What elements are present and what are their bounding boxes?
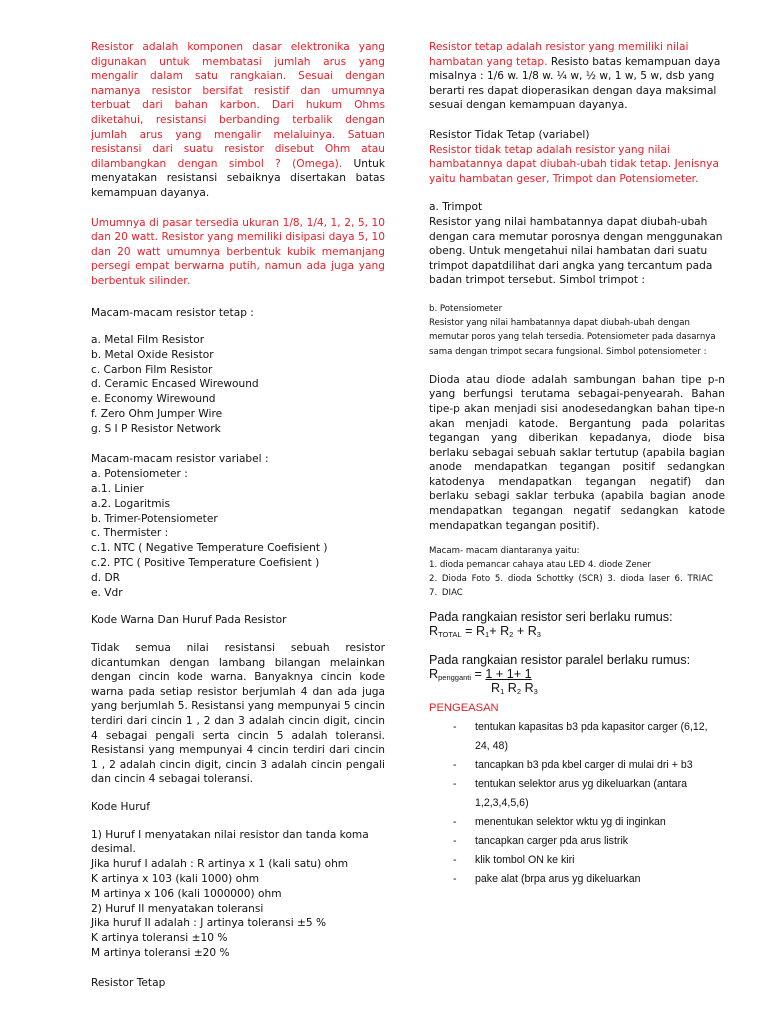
task-text: pake alat (brpa arus yg dikeluarkan xyxy=(475,872,641,885)
variable-resistor-list-title: Macam-macam resistor variabel : xyxy=(91,452,269,465)
list-item: c. Thermister : xyxy=(91,527,169,540)
formula-subscript: 2 xyxy=(509,630,514,640)
formula-subscript: pengganti xyxy=(438,673,472,683)
fixed-resistor-list-title: Macam-macam resistor tetap : xyxy=(91,306,254,319)
fixed-resistor-list xyxy=(91,333,385,437)
potentiometer-title: b. Potensiometer xyxy=(429,303,503,314)
task-text: tancapkan b3 pda kbel carger di mulai dri + b3 xyxy=(475,759,693,772)
list-item: 2) Huruf II menyatakan toleransi xyxy=(91,902,264,915)
task-text: tancapkan carger pda arus listrik xyxy=(475,834,629,847)
formula-symbol: R xyxy=(507,681,517,696)
task-text: menentukan selektor wktu yg di inginkan xyxy=(475,815,666,828)
right-column xyxy=(429,40,725,889)
formula-symbol: R xyxy=(429,667,439,682)
task-text: tentukan kapasitas b3 pda kapasitor carger (6,12, 24, 48) xyxy=(475,721,708,753)
series-formula xyxy=(429,624,725,639)
trimpot-paragraph: Resistor yang nilai hambatannya dapat diubah-ubah dengan cara memutar porosnya dengan menggunakan obeng. Untuk mengetahui nilai hambatan dari suatu trimpot dapatdilihat dari angka yang tercantum pada badan trimpot tersebut. Simbol trimpot : xyxy=(429,215,723,287)
list-item: a. Potensiometer : xyxy=(91,468,188,481)
list-item xyxy=(429,775,725,813)
bullet-dash: - xyxy=(453,815,457,828)
list-item xyxy=(429,718,725,756)
diode-types-line1: 1. dioda pemancar cahaya atau LED 4. diode Zener xyxy=(429,560,651,571)
letter-code-title: Kode Huruf xyxy=(91,800,150,813)
letter-code-list xyxy=(91,828,385,961)
variable-resistor-title: Resistor Tidak Tetap (variabel) xyxy=(429,128,590,141)
fixed-resistor-title: Resistor Tetap xyxy=(91,976,166,989)
formula-part: + R xyxy=(513,624,537,639)
fixed-red-text: Resistor tetap adalah resistor yang memiliki nilai hambatan yang tetap. xyxy=(429,41,689,68)
diode-paragraph: Dioda atau diode adalah sambungan bahan tipe p-n yang berfungsi terutama sebagai-penyearah. Bahan tipe-p akan menjadi sisi anodesedangkan bahan tipe-n akan menjadi katode. Bergantung pada polaritas tegangan yang diberikan kepadanya, diode bisa berlaku sebagai sebuah saklar tertutup (apabila bagian anode mendapatkan tegangan positif sedangkan katodenya mendapatkan tegangan negatif) dan berlaku sebagi saklar terbuka (apabila bagian anode mendapatkan tegangan negatif sedangkan katode mendapatkan tegangan positif). xyxy=(429,373,725,532)
left-column xyxy=(91,40,385,990)
color-code-title: Kode Warna Dan Huruf Pada Resistor xyxy=(91,614,287,627)
list-item: e. Vdr xyxy=(91,586,123,599)
list-item: 1) Huruf I menyatakan nilai resistor dan tanda koma desimal. xyxy=(91,828,369,856)
bullet-dash: - xyxy=(453,721,457,734)
list-item: d. Ceramic Encased Wirewound xyxy=(91,378,259,391)
formula-subscript: 3 xyxy=(533,687,538,697)
list-item: a.1. Linier xyxy=(91,483,144,496)
list-item: b. Metal Oxide Resistor xyxy=(91,348,214,361)
trimpot-title: a. Trimpot xyxy=(429,201,483,214)
formula-symbol: R xyxy=(429,624,439,639)
list-item: K artinya x 103 (kali 1000) ohm xyxy=(91,872,260,885)
formula-symbol: R xyxy=(491,681,501,696)
formula-subscript: 2 xyxy=(516,687,522,697)
task-text: tentukan selektor arus yg dikeluarkan (antara 1,2,3,4,5,6) xyxy=(475,778,687,810)
list-item xyxy=(429,813,725,832)
list-item: g. S I P Resistor Network xyxy=(91,422,221,435)
task-text: klik tombol ON ke kiri xyxy=(475,853,575,866)
variable-resistor-paragraph: Resistor tidak tetap adalah resistor yang nilai hambatannya dapat diubah-ubah tidak tetap. Jenisnya yaitu hambatan geser, Trimpot dan Potensiometer. xyxy=(429,143,719,185)
list-item: Jika huruf II adalah : J artinya toleransi ±5 % xyxy=(91,917,327,930)
formula-subscript: 1 xyxy=(500,687,505,697)
tasks-title: PENGEASAN xyxy=(429,702,499,715)
potentiometer-paragraph: Resistor yang nilai hambatannya dapat diubah-ubah dengan memutar poros yang telah tersedia. Potensiometer pada dasarnya sama dengan trimpot secara fungsional. Simbol potensiometer : xyxy=(429,318,716,357)
list-item: a. Metal Film Resistor xyxy=(91,334,205,347)
tasks-list xyxy=(429,718,725,888)
bullet-dash: - xyxy=(453,759,457,772)
list-item: c. Carbon Film Resistor xyxy=(91,363,213,376)
color-code-paragraph: Tidak semua nilai resistansi sebuah resistor dicantumkan dengan lambang bilangan melainkan dengan cincin kode warna. Banyaknya cincin kode warna pada setiap resistor berjumlah 4 dan ada juga yang berjumlah 5. Resistansi yang mempunyai 5 cincin terdiri dari cincin 1 , 2 dan 3 adalah cincin digit, cincin 4 sebagai pengali serta cincin 5 adalah toleransi. Resistansi yang mempunyai 4 cincin terdiri dari cincin 1 , 2 adalah cincin digit, cincin 3 adalah cincin pengali dan cincin 4 sebagai toleransi. xyxy=(91,642,385,786)
diode-types-title: Macam- macam diantaranya yaitu: xyxy=(429,546,580,557)
formula-denominator xyxy=(491,681,538,696)
variable-resistor-list xyxy=(91,467,385,600)
list-item: Jika huruf I adalah : R artinya x 1 (kali satu) ohm xyxy=(91,858,349,871)
intro-black-text: Untuk menyatakan resistansi sebaiknya disertakan batas kemampuan dayanya. xyxy=(91,157,385,199)
fixed-resistor-paragraph xyxy=(429,40,725,113)
formula-subscript: TOTAL xyxy=(438,630,462,640)
list-item xyxy=(429,832,725,851)
bullet-dash: - xyxy=(453,834,457,847)
fixed-black-text: Resisto batas kemampuan daya misalnya : 1/6 w. 1/8 w. ¼ w, ½ w, 1 w, 5 w, dsb yang berarti res dapat dioperasikan dengan daya maksimal sesuai dengan kemampuan dayanya. xyxy=(429,55,721,112)
diode-types-line2: 2. Dioda Foto 5. dioda Schottky (SCR) 3. dioda laser 6. TRIAC 7. DIAC xyxy=(429,573,713,598)
list-item: K artinya toleransi ±10 % xyxy=(91,932,228,945)
intro-red-text: Resistor adalah komponen dasar elektronika yang digunakan untuk membatasi jumlah arus yang mengalir dalam satu rangkaian. Sesuai dengan namanya resistor bersifat resistif dan umumnya terbuat dari bahan karbon. Dari hukum Ohms diketahui, resistansi berbanding terbalik dengan jumlah arus yang mengalir melaluinya. Satuan resistansi dari suatu resistor disebut Ohm atau dilambangkan dengan simbol ? (Omega). xyxy=(91,41,385,170)
list-item: a.2. Logaritmis xyxy=(91,497,170,510)
intro-paragraph xyxy=(91,40,385,201)
parallel-formula-title: Pada rangkaian resistor paralel berlaku rumus: xyxy=(429,653,691,668)
list-item: e. Economy Wirewound xyxy=(91,393,216,406)
formula-numerator: 1 + 1+ 1 xyxy=(485,667,532,682)
list-item: M artinya x 106 (kali 1000000) ohm xyxy=(91,887,282,900)
list-item xyxy=(429,870,725,889)
list-item xyxy=(429,851,725,870)
parallel-formula xyxy=(429,667,725,699)
formula-subscript: 3 xyxy=(536,630,541,640)
formula-subscript: 1 xyxy=(485,630,490,640)
series-formula-title: Pada rangkaian resistor seri berlaku rumus: xyxy=(429,610,673,625)
bullet-dash: - xyxy=(453,853,457,866)
list-item: f. Zero Ohm Jumper Wire xyxy=(91,408,223,421)
bullet-dash: - xyxy=(453,872,457,885)
formula-part: = xyxy=(471,667,486,682)
list-item: c.2. PTC ( Positive Temperature Coefisient ) xyxy=(91,557,320,570)
bullet-dash: - xyxy=(453,778,457,791)
sizes-paragraph: Umumnya di pasar tersedia ukuran 1/8, 1/4, 1, 2, 5, 10 dan 20 watt. Resistor yang memiliki disipasi daya 5, 10 dan 20 watt umumnya berbentuk kubik memanjang persegi empat berwarna putih, namun ada juga yang berbentuk silinder. xyxy=(91,216,385,287)
formula-part: = R xyxy=(461,624,486,639)
list-item: d. DR xyxy=(91,571,120,584)
list-item xyxy=(429,756,725,775)
list-item: c.1. NTC ( Negative Temperature Coefisient ) xyxy=(91,542,328,555)
list-item: M artinya toleransi ±20 % xyxy=(91,946,230,959)
formula-part: + R xyxy=(489,624,510,639)
list-item: b. Trimer-Potensiometer xyxy=(91,512,218,525)
formula-symbol: R xyxy=(524,681,534,696)
